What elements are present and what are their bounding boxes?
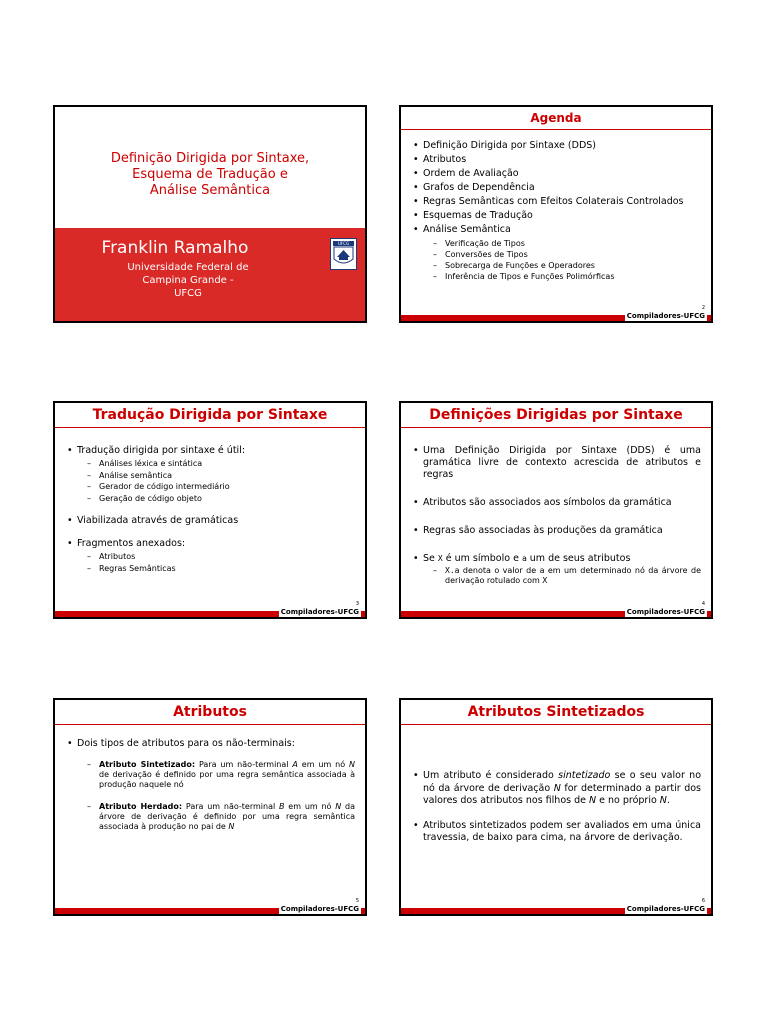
sub-item: – Regras Semânticas [77,563,357,575]
symbol: N [659,795,667,806]
slide-title: Atributos [55,700,365,725]
text-run: e no próprio [596,795,660,806]
slide-title: Agenda [401,107,711,130]
text-run: um de seus atributos [526,553,631,564]
text-run: de derivação é definido por uma regra semântica associada à produção naquele nó [99,770,355,789]
symbol: A [292,760,298,769]
slide-title: Definições Dirigidas por Sintaxe [401,403,711,428]
symbol-x: X [437,554,443,563]
text-run: em um nó [297,760,350,769]
agenda-item: • Atributos [411,153,703,167]
text-run: da árvore de derivação é definido por uma regra semântica associada à produção no pai de [99,802,355,831]
text-run: é um símbolo e [442,553,522,564]
agenda-subitem: – Inferência de Tipos e Funções Polimórficas [423,271,703,282]
page-number: 6 [701,898,705,904]
text-run: em um nó [284,802,336,811]
agenda-item: • Ordem de Avaliação [411,167,703,181]
agenda-item: • Definição Dirigida por Sintaxe (DDS) [411,139,703,153]
agenda-subitem: – Verificação de Tipos [423,238,703,249]
text-run: for determinado a partir dos valores dos atributos nos filhos de [423,782,701,806]
slide-1-title [53,105,367,323]
sub-item: – Geração de código objeto [77,493,357,505]
symbol: N [553,782,561,794]
footer-label: Compiladores-UFCG [626,905,705,913]
bullet-item: • Viabilizada através de gramáticas [65,515,357,527]
symbol-a: a [539,566,545,575]
title-line-1: Definição Dirigida por Sintaxe, [110,151,310,166]
symbol: N [335,802,342,811]
title-line-2: Esquema de Tradução e [132,167,288,182]
agenda-item-label: Análise Semântica [423,224,511,235]
bullet-item: • Uma Definição Dirigida por Sintaxe (DDS) é uma gramática livre de contexto acrescida de atributos e regras [411,445,701,481]
sub-item-sintetizado [77,760,355,790]
slide-body [65,445,357,585]
sub-item: – Análises léxica e sintática [77,458,357,470]
slide-body [65,738,355,844]
slide-5-atributos [53,698,367,916]
text-run: se o seu valor no nó da árvore de derivação [423,770,702,794]
bullet-item [411,553,701,586]
agenda-item-analise [411,223,703,282]
page-number: 4 [701,601,705,607]
symbol: B [279,802,285,811]
footer-label: Compiladores-UFCG [626,608,705,616]
term-label: Atributo Herdado: [99,802,183,811]
ufcg-logo [330,238,357,270]
bullet-text: Fragmentos anexados: [77,538,186,549]
author-band [55,228,365,323]
sub-item: – Análise semântica [77,470,357,482]
text-run: denota o valor de [459,566,540,575]
institution [105,261,271,300]
agenda-item: • Esquemas de Tradução [411,209,703,223]
bullet-text: Dois tipos de atributos para os não-terminais: [77,738,295,749]
bullet-text: Tradução dirigida por sintaxe é útil: [77,445,246,456]
title-line-3: Análise Semântica [149,183,271,198]
text-run: Para um não-terminal [195,760,293,769]
bullet-item [65,538,357,574]
text-run: . [666,795,670,806]
text-run: Se [423,553,438,564]
author-name: Franklin Ramalho [101,238,249,258]
slide-body [411,770,701,857]
agenda-subitem: – Conversões de Tipos [423,249,703,260]
code-x-a: X.a [445,566,460,575]
agenda-item: • Grafos de Dependência [411,181,703,195]
footer-label: Compiladores-UFCG [626,312,705,320]
bullet-item [65,445,357,504]
slide-4-definicoes [399,401,713,619]
agenda-item: • Regras Semânticas com Efeitos Colaterais Controlados [411,195,703,209]
text-run: Para um não-terminal [182,802,280,811]
sub-item: – Atributos [77,551,357,563]
slide-6-sintetizados [399,698,713,916]
bullet-item [411,770,701,808]
agenda-subitem: – Sobrecarga de Funções e Operadores [423,260,703,271]
symbol-a: a [521,554,527,563]
slide-body [411,139,703,282]
logo-lettering: UFCG [337,241,350,247]
sub-item [423,566,701,586]
bullet-item [65,738,355,832]
institution-line-2: UFCG [174,288,202,299]
institution-line-1: Universidade Federal de Campina Grande - [127,262,249,286]
text-run: Um atributo é considerado [423,770,559,781]
sub-item: – Gerador de código intermediário [77,481,357,493]
term-label: Atributo Sintetizado: [99,760,196,769]
page-number: 3 [355,601,359,607]
symbol: N [349,760,355,769]
symbol-x: X [542,576,548,585]
bullet-item: • Regras são associadas às produções da gramática [411,525,701,537]
symbol: N [228,822,235,831]
bullet-item: • Atributos sintetizados podem ser avaliados em uma única travessia, de baixo para cima, na árvore de derivação. [411,820,701,845]
footer-label: Compiladores-UFCG [280,608,359,616]
page-number: 5 [355,898,359,904]
presentation-title [55,151,365,199]
bullet-item: • Atributos são associados aos símbolos da gramática [411,497,701,509]
slide-2-agenda [399,105,713,323]
emphasis: sintetizado [558,770,611,781]
page-number: 2 [701,305,705,311]
text-run: em um determinado nó da árvore de derivação rotulado com [445,566,701,585]
slide-title: Atributos Sintetizados [401,700,711,725]
symbol: N [589,795,597,806]
slide-title: Tradução Dirigida por Sintaxe [55,403,365,428]
footer-label: Compiladores-UFCG [280,905,359,913]
slide-body [411,445,701,602]
slide-3-traducao [53,401,367,619]
sub-item-herdado [77,802,355,832]
